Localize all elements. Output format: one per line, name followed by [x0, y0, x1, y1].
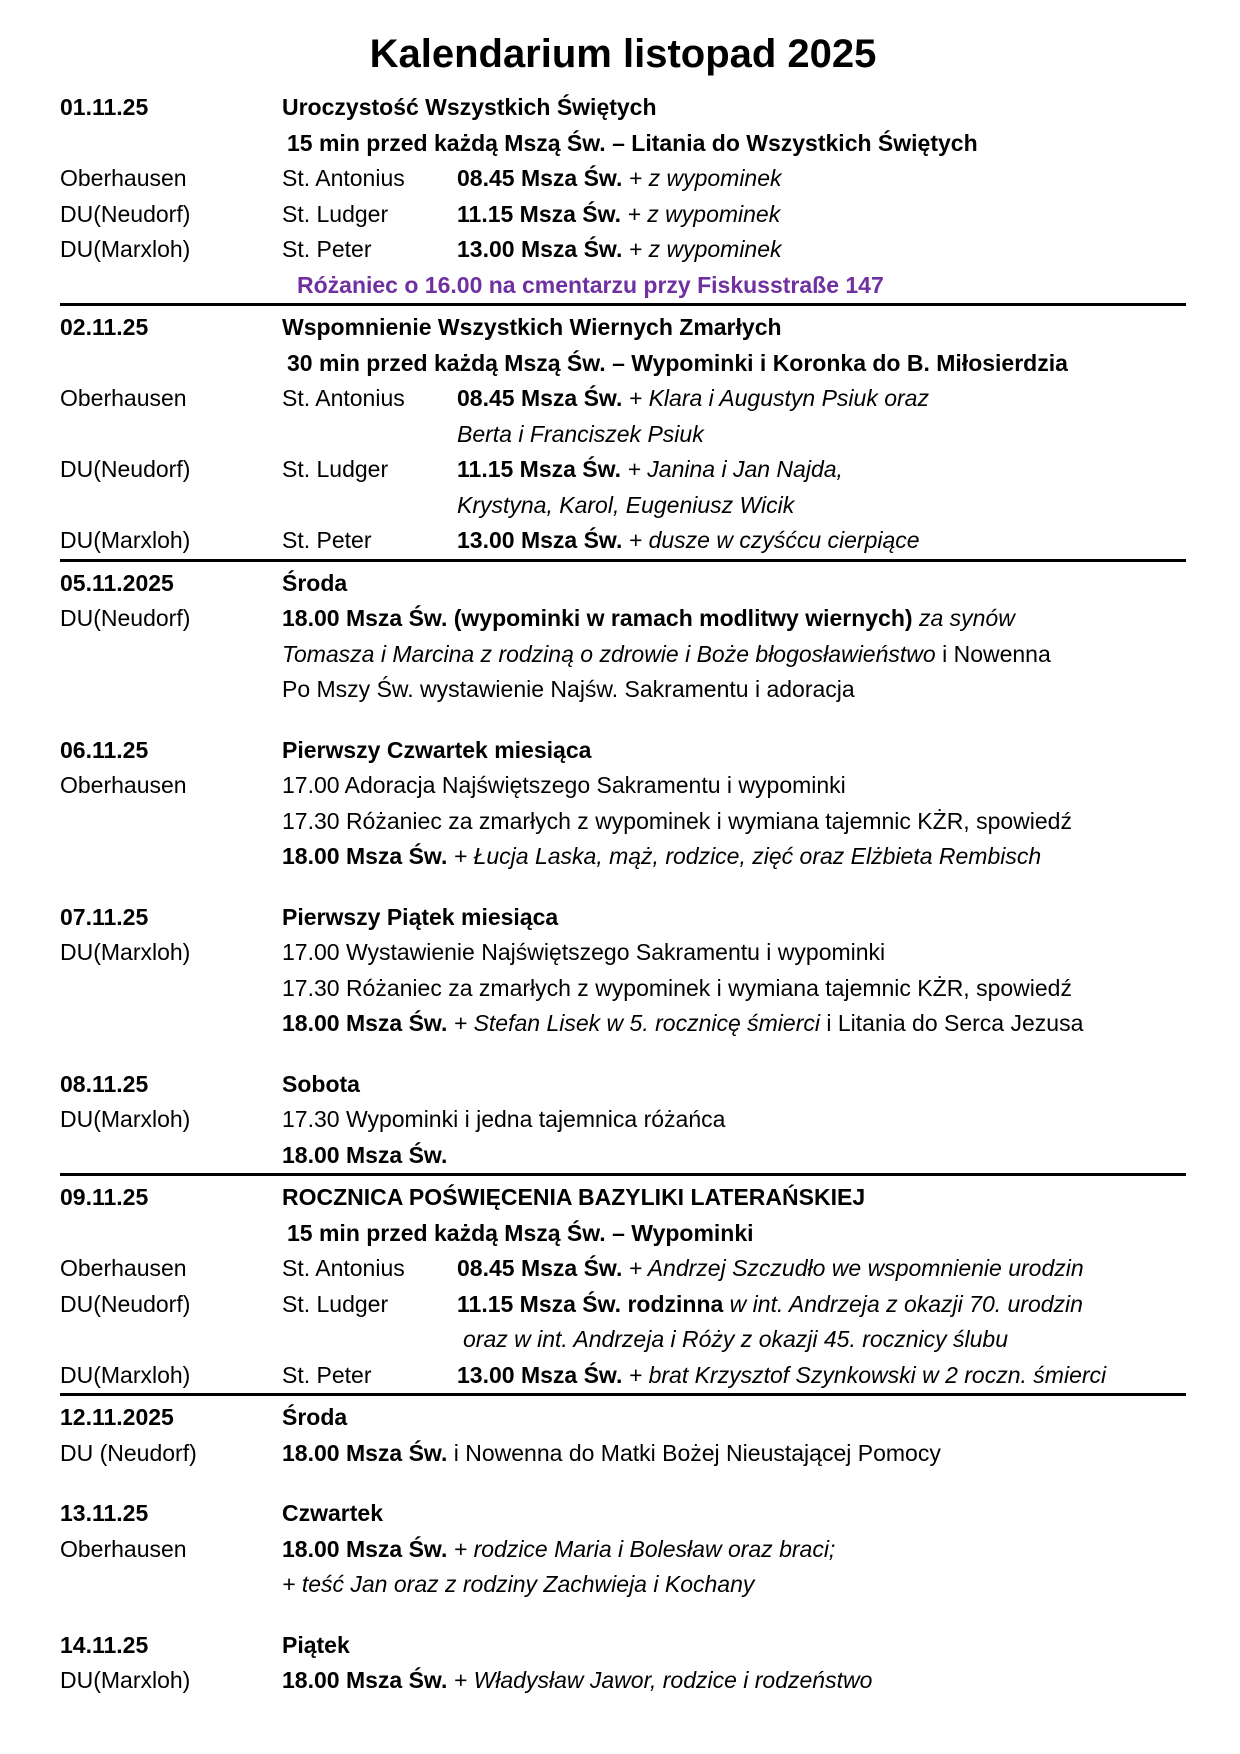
event-text — [282, 126, 1186, 162]
church-cell: St. Ludger — [282, 1290, 389, 1317]
text-segment: 18.00 Msza Św. — [282, 843, 448, 869]
text-segment: Piątek — [282, 1631, 350, 1658]
date-cell: 07.11.25 — [60, 903, 149, 930]
text-segment: 17.30 Wypominki i jedna tajemnica różańca — [282, 1106, 726, 1132]
event-text — [282, 971, 1186, 1007]
text-segment: 18.00 Msza Św. — [282, 1010, 448, 1036]
event-text — [282, 1138, 1186, 1174]
text-segment: + Władysław Jawor, rodzice i rodzeństwo — [447, 1667, 873, 1693]
event-text — [282, 733, 1186, 769]
event-text — [282, 90, 1186, 126]
event-text — [282, 900, 1186, 936]
calendar-line — [60, 232, 1186, 268]
text-segment: Berta i Franciszek Psiuk — [457, 420, 704, 447]
calendar-section — [60, 1173, 1186, 1393]
text-segment: oraz w int. Andrzeja i Róży z okazji 45. rocznicy ślubu — [463, 1326, 1008, 1352]
page-title: Kalendarium listopad 2025 — [369, 32, 877, 76]
calendar-line — [60, 672, 1186, 708]
calendar-section — [60, 559, 1186, 708]
text-segment: 18.00 Msza Św. — [282, 1535, 448, 1562]
event-text — [457, 1251, 1186, 1287]
event-text — [282, 1532, 1186, 1568]
text-segment: 08.45 Msza Św. — [457, 1255, 623, 1281]
location-cell: Oberhausen — [60, 1535, 187, 1562]
calendar-line — [60, 900, 1186, 936]
date-cell: 09.11.25 — [60, 1184, 149, 1210]
event-text — [457, 488, 1186, 524]
text-segment: 13.00 Msza Św. — [457, 527, 623, 553]
calendar-section — [60, 303, 1186, 559]
event-text — [282, 1067, 1186, 1103]
church-cell: St. Peter — [282, 527, 372, 553]
date-cell: 12.11.2025 — [60, 1404, 174, 1430]
text-segment: 13.00 Msza Św. — [457, 236, 623, 262]
text-segment: Sobota — [282, 1070, 360, 1097]
church-cell: St. Antonius — [282, 1255, 405, 1281]
location-cell: DU (Neudorf) — [60, 1439, 197, 1466]
event-text — [282, 1216, 1186, 1252]
calendar-section — [60, 900, 1186, 1042]
text-segment: 11.15 Msza Św. — [457, 200, 622, 227]
calendar-line — [60, 346, 1186, 382]
text-segment: 15 min przed każdą Mszą Św. – Litania do Wszystkich Świętych — [287, 129, 978, 156]
calendar-line — [60, 768, 1186, 804]
event-text — [282, 768, 1186, 804]
event-text — [457, 232, 1186, 268]
event-text — [282, 672, 1186, 708]
location-cell: DU(Marxloh) — [60, 1361, 191, 1388]
text-segment: i Litania do Serca Jezusa — [819, 1010, 1084, 1036]
calendar-line — [60, 1358, 1186, 1394]
text-segment: + z wypominek — [622, 236, 782, 262]
event-text — [282, 310, 1186, 346]
event-text — [282, 1567, 1186, 1603]
text-segment: Uroczystość Wszystkich Świętych — [282, 94, 657, 120]
calendar-line — [60, 126, 1186, 162]
event-text — [457, 417, 1186, 453]
calendar-line — [60, 268, 1186, 304]
event-text — [457, 452, 1186, 488]
calendar-line — [60, 1532, 1186, 1568]
calendar-line — [60, 804, 1186, 840]
text-segment: Wspomnienie Wszystkich Wiernych Zmarłych — [282, 314, 782, 340]
church-cell: St. Antonius — [282, 385, 405, 411]
event-text — [282, 566, 1186, 602]
calendar-line — [60, 417, 1186, 453]
text-segment: 18.00 Msza Św. — [282, 1141, 448, 1168]
text-segment: + dusze w czyśćcu cierpiące — [622, 527, 920, 553]
text-segment: 11.15 Msza Św. rodzinna — [457, 1290, 724, 1317]
calendar-line — [60, 90, 1186, 126]
text-segment: 15 min przed każdą Mszą Św. – Wypominki — [287, 1219, 754, 1246]
event-text — [457, 1358, 1186, 1394]
calendar-line — [60, 566, 1186, 602]
event-text — [282, 601, 1186, 637]
text-segment: 08.45 Msza Św. — [457, 165, 623, 191]
location-cell: DU(Marxloh) — [60, 527, 191, 553]
calendar-line — [60, 1216, 1186, 1252]
calendar-line — [60, 1436, 1186, 1472]
calendar-line — [60, 1180, 1186, 1216]
church-cell: St. Peter — [282, 1361, 372, 1388]
text-segment: 13.00 Msza Św. — [457, 1361, 623, 1388]
text-segment: + Andrzej Szczudło we wspomnienie urodzin — [622, 1255, 1084, 1281]
text-segment: Tomasza i Marcina z rodziną o zdrowie i Boże błogosławieństwo — [282, 640, 936, 667]
event-text — [457, 1322, 1186, 1358]
text-segment: 11.15 Msza Św. — [457, 456, 622, 482]
calendar-section — [60, 1628, 1186, 1699]
text-segment: Pierwszy Czwartek miesiąca — [282, 736, 592, 763]
church-cell: St. Antonius — [282, 165, 405, 191]
text-segment: Krystyna, Karol, Eugeniusz Wicik — [457, 491, 795, 518]
text-segment: 18.00 Msza Św. (wypominki w ramach modlitwy wiernych) — [282, 605, 913, 631]
location-cell: DU(Neudorf) — [60, 1290, 191, 1317]
calendar-line — [60, 1496, 1186, 1532]
date-cell: 06.11.25 — [60, 736, 149, 763]
date-cell: 08.11.25 — [60, 1070, 149, 1097]
location-cell: DU(Marxloh) — [60, 1106, 191, 1132]
calendar-line — [60, 1067, 1186, 1103]
text-segment: 30 min przed każdą Mszą Św. – Wypominki i Koronka do B. Miłosierdzia — [287, 349, 1068, 376]
event-text — [282, 268, 1186, 304]
text-segment: + z wypominek — [622, 165, 782, 191]
church-cell: St. Ludger — [282, 456, 389, 482]
text-segment: 18.00 Msza Św. — [282, 1667, 448, 1693]
event-text — [282, 1663, 1186, 1699]
text-segment: Czwartek — [282, 1500, 383, 1526]
event-text — [282, 1102, 1186, 1138]
event-text — [282, 346, 1186, 382]
church-cell: St. Ludger — [282, 200, 389, 227]
location-cell: DU(Marxloh) — [60, 236, 191, 262]
calendar-line — [60, 1400, 1186, 1436]
calendar-line — [60, 601, 1186, 637]
text-segment: ROCZNICA POŚWIĘCENIA BAZYLIKI LATERAŃSKIEJ — [282, 1184, 866, 1210]
text-segment: 08.45 Msza Św. — [457, 385, 623, 411]
event-text — [282, 1006, 1186, 1042]
event-text — [282, 935, 1186, 971]
calendar-line — [60, 1322, 1186, 1358]
text-segment: + Klara i Augustyn Psiuk oraz — [622, 385, 929, 411]
text-segment: 17.30 Różaniec za zmarłych z wypominek i wymiana tajemnic KŻR, spowiedź — [282, 807, 1072, 834]
location-cell: Oberhausen — [60, 1255, 187, 1281]
event-text — [457, 161, 1186, 197]
event-text — [282, 1180, 1186, 1216]
date-cell: 14.11.25 — [60, 1631, 149, 1658]
text-segment: w int. Andrzeja z okazji 70. urodzin — [723, 1290, 1083, 1317]
calendar-line — [60, 1102, 1186, 1138]
calendar-line — [60, 161, 1186, 197]
location-cell: Oberhausen — [60, 385, 187, 411]
location-cell: Oberhausen — [60, 772, 187, 798]
calendar-line — [60, 935, 1186, 971]
event-text — [282, 637, 1186, 673]
location-cell: DU(Neudorf) — [60, 200, 191, 227]
calendar-line — [60, 381, 1186, 417]
text-segment: i Nowenna — [935, 640, 1051, 667]
event-text — [282, 1628, 1186, 1664]
text-segment: 17.00 Adoracja Najświętszego Sakramentu i wypominki — [282, 772, 846, 798]
event-text — [282, 1400, 1186, 1436]
text-segment: Po Mszy Św. wystawienie Najśw. Sakramentu i adoracja — [282, 676, 855, 702]
calendar-section — [60, 1496, 1186, 1603]
church-cell: St. Peter — [282, 236, 372, 262]
calendar-section — [60, 733, 1186, 875]
location-cell: DU(Marxloh) — [60, 939, 191, 965]
date-cell: 01.11.25 — [60, 94, 149, 120]
calendar-line — [60, 1663, 1186, 1699]
text-segment: Środa — [282, 1404, 348, 1430]
location-cell: DU(Neudorf) — [60, 456, 191, 482]
location-cell: DU(Marxloh) — [60, 1667, 191, 1693]
event-text — [457, 381, 1186, 417]
location-cell: Oberhausen — [60, 165, 187, 191]
text-segment: + Janina i Jan Najda, — [621, 456, 843, 482]
calendar-line — [60, 197, 1186, 233]
event-text — [457, 523, 1186, 559]
calendar-line — [60, 523, 1186, 559]
text-segment: + teść Jan oraz z rodziny Zachwieja i Kochany — [282, 1571, 755, 1597]
date-cell: 13.11.25 — [60, 1500, 149, 1526]
text-segment: + z wypominek — [621, 200, 781, 227]
date-cell: 02.11.25 — [60, 314, 149, 340]
calendar-line — [60, 733, 1186, 769]
event-text — [282, 1496, 1186, 1532]
calendar-line — [60, 637, 1186, 673]
text-segment: Pierwszy Piątek miesiąca — [282, 903, 559, 930]
text-segment: 17.30 Różaniec za zmarłych z wypominek i wymiana tajemnic KŻR, spowiedź — [282, 974, 1072, 1001]
calendar-line — [60, 1628, 1186, 1664]
event-text — [282, 839, 1186, 875]
calendar-line — [60, 1138, 1186, 1174]
calendar-line — [60, 839, 1186, 875]
calendar-line — [60, 1287, 1186, 1323]
text-segment: Środa — [282, 569, 348, 596]
text-segment: i Nowenna do Matki Bożej Nieustającej Pomocy — [447, 1439, 941, 1466]
calendar-line — [60, 1006, 1186, 1042]
calendar-line — [60, 971, 1186, 1007]
date-cell: 05.11.2025 — [60, 569, 174, 596]
text-segment: + Stefan Lisek w 5. rocznicę śmierci — [447, 1010, 820, 1036]
text-segment: za synów — [912, 605, 1015, 631]
calendar-body — [60, 90, 1186, 1699]
calendar-line — [60, 452, 1186, 488]
event-text — [457, 197, 1186, 233]
calendar-section — [60, 1393, 1186, 1471]
text-segment: + brat Krzysztof Szynkowski w 2 roczn. śmierci — [622, 1361, 1107, 1388]
event-text — [282, 804, 1186, 840]
location-cell: DU(Neudorf) — [60, 605, 191, 631]
calendar-line — [60, 1567, 1186, 1603]
calendar-section — [60, 90, 1186, 303]
text-segment: + rodzice Maria i Bolesław oraz braci; — [447, 1535, 836, 1562]
text-segment: + Łucja Laska, mąż, rodzice, zięć oraz Elżbieta Rembisch — [447, 843, 1042, 869]
calendar-line — [60, 488, 1186, 524]
calendar-section — [60, 1067, 1186, 1174]
calendar-line — [60, 310, 1186, 346]
text-segment: 18.00 Msza Św. — [282, 1439, 448, 1466]
calendar-line — [60, 1251, 1186, 1287]
text-segment: 17.00 Wystawienie Najświętszego Sakramentu i wypominki — [282, 939, 886, 965]
text-segment: Różaniec o 16.00 na cmentarzu przy Fiskusstraße 147 — [297, 271, 884, 298]
event-text — [282, 1436, 1186, 1472]
event-text — [457, 1287, 1186, 1323]
